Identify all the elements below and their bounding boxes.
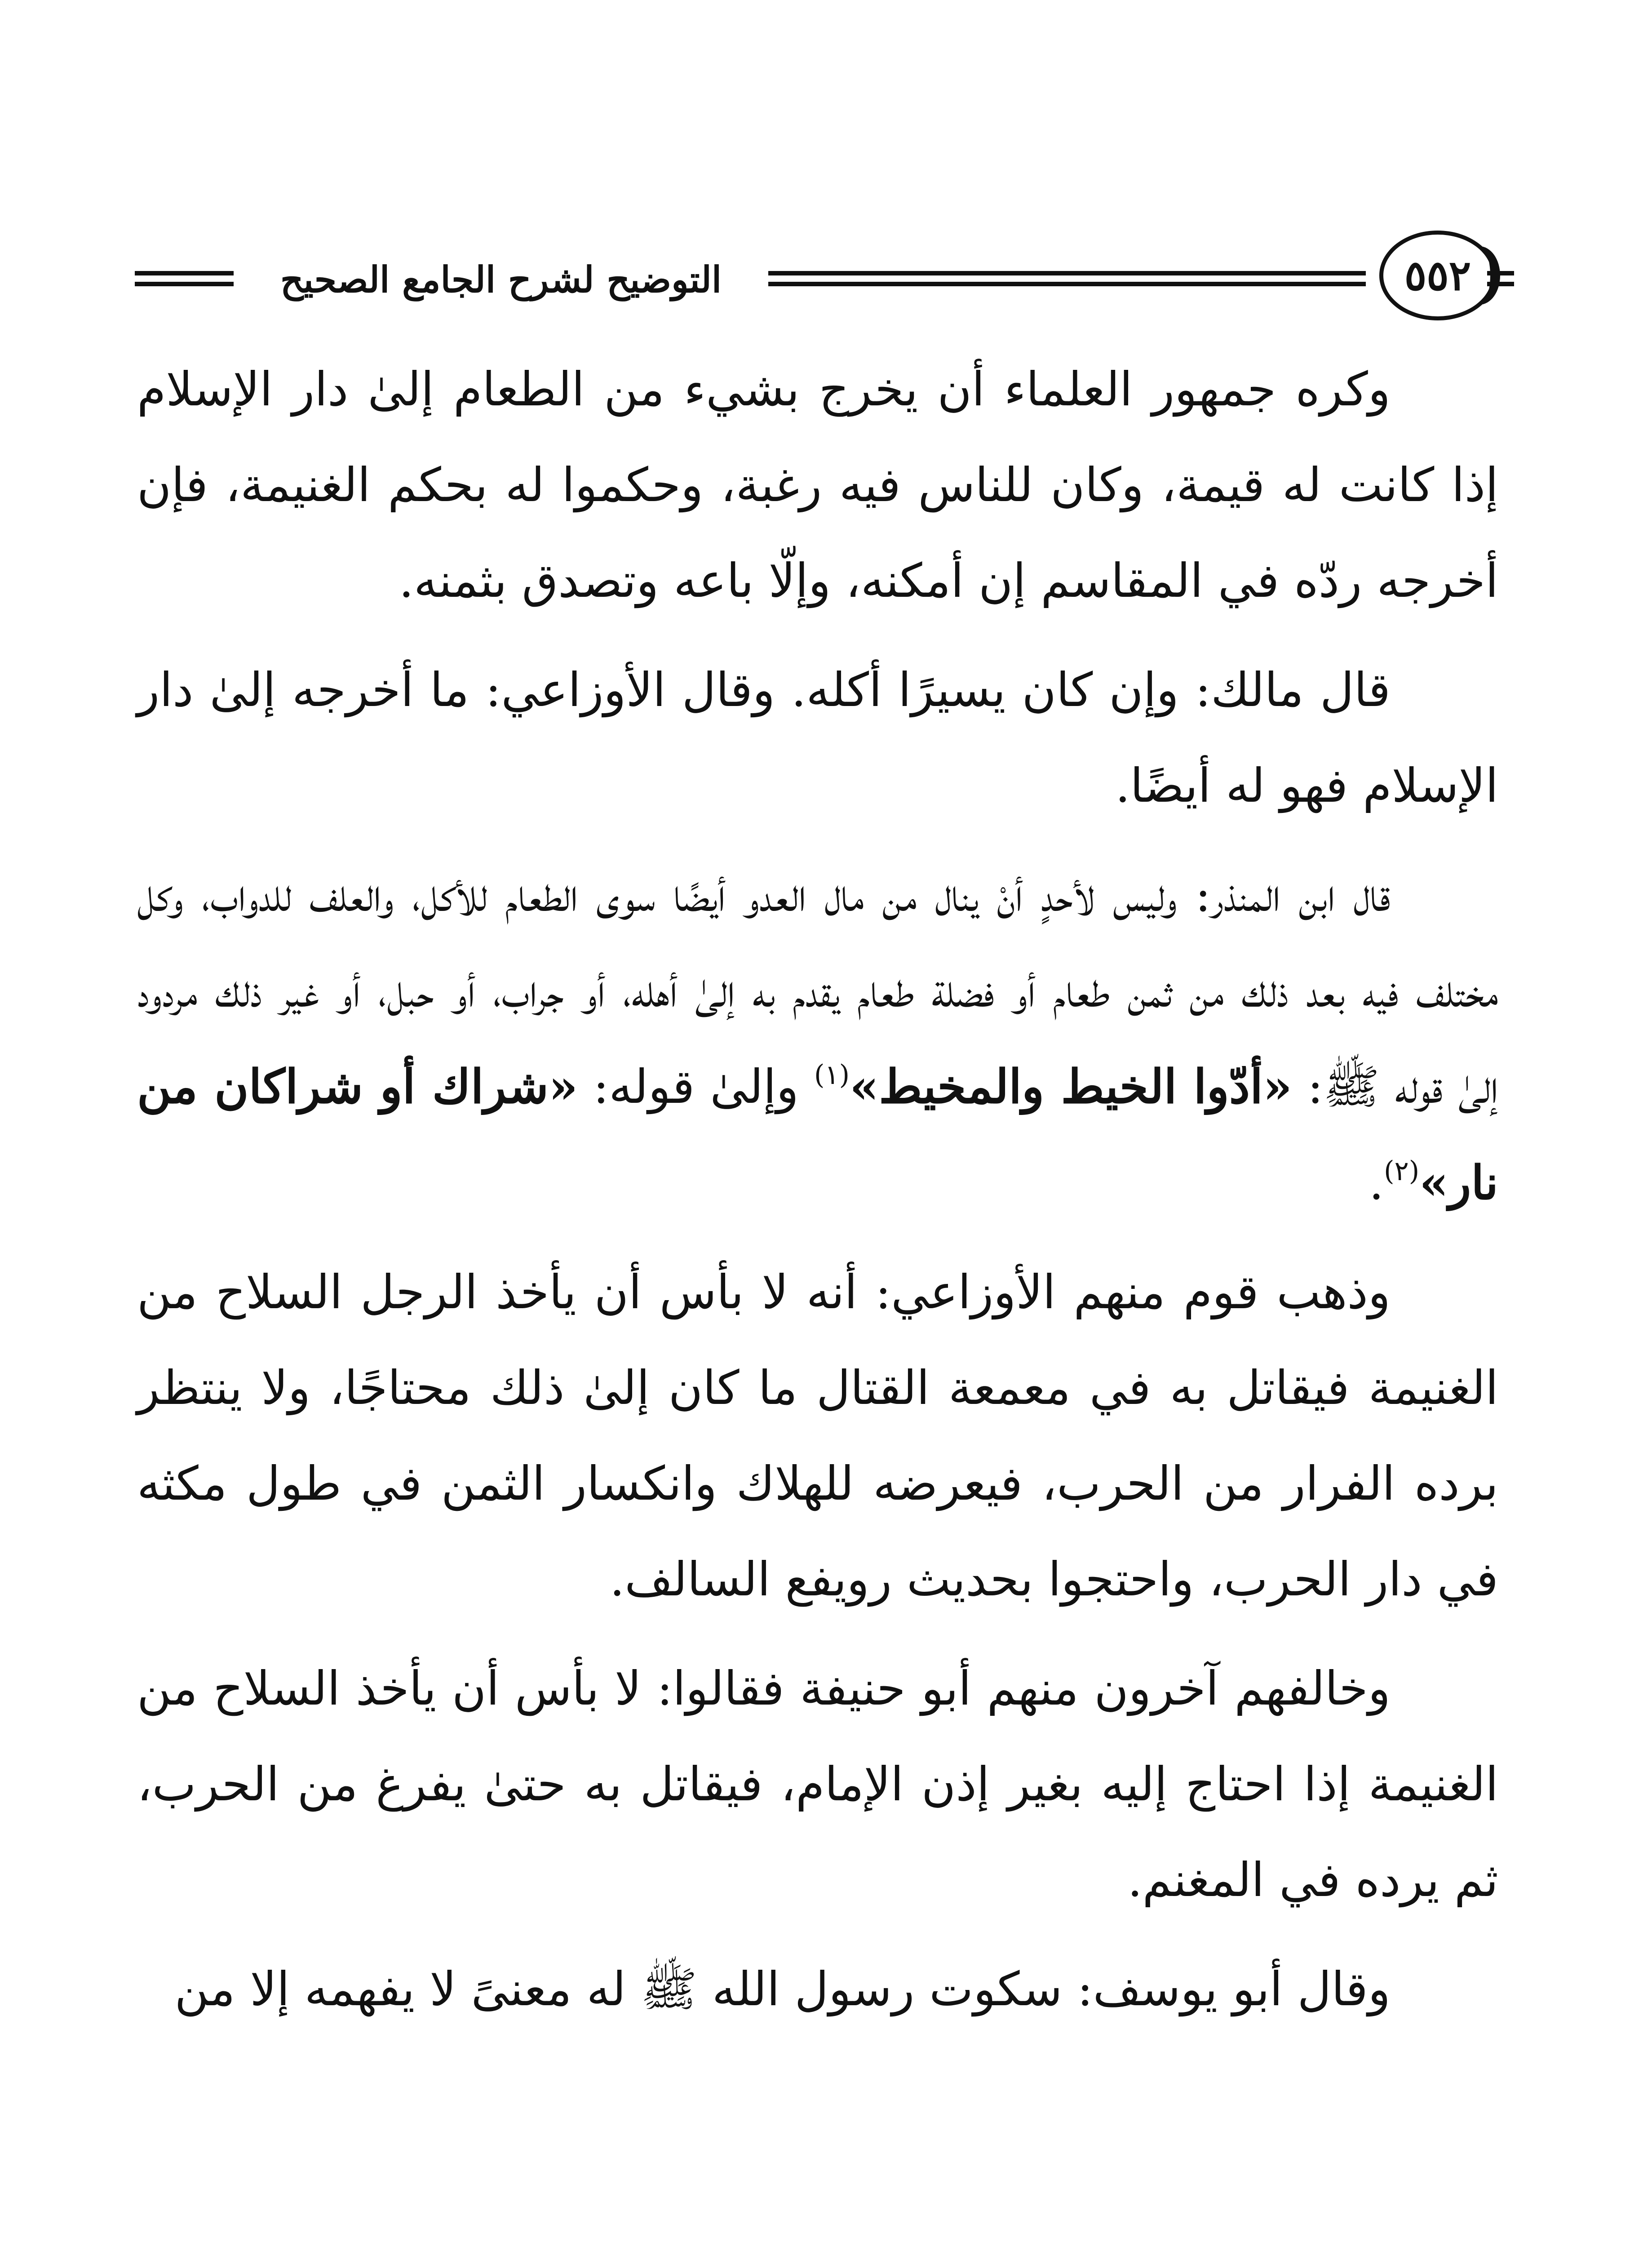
header-rule-middle [768,271,1366,286]
paragraph-text: قال ابن المنذر: وليس لأحدٍ أنْ ينال من مال العدو أيضًا سوى الطعام للأكل، والعلف للدواب، وكل مختلف فيه بعد ذلك من ثمن طعام أو فضلة طعام يقدم به إلىٰ أهله، أو جراب، أو حبل، أو غير ذلك مردود إلىٰ قوله ﷺ: [137,867,1498,1114]
paragraph: وذهب قوم منهم الأوزاعي: أنه لا بأس أن يأخذ الرجل السلاح من الغنيمة فيقاتل به في معمعة القتال ما كان إلىٰ ذلك محتاجًا، ولا ينتظر برده الفرار من الحرب، فيعرضه للهلاك وانكسار الثمن في طول مكثه في دار الحرب، واحتجوا بحديث رويفع السالف. [137,1265,1498,1607]
main-text [137,342,1498,2051]
paragraph-text: وإلىٰ قوله: [578,1059,814,1114]
hadith-quote: «شراك أو شراكان من نار» [137,1059,1498,1210]
paragraph [137,847,1498,1231]
paragraph-text: . [1369,1155,1384,1210]
page-number-badge [1379,231,1496,320]
footnote-ref: (١) [814,1059,850,1091]
paragraph: وخالفهم آخرون منهم أبو حنيفة فقالوا: لا بأس أن يأخذ السلاح من الغنيمة إذا احتاج إليه بغير إذن الإمام، فيقاتل به حتىٰ يفرغ من الحرب، ثم يرده في المغنم. [137,1661,1498,1907]
paragraph: وكره جمهور العلماء أن يخرج بشيء من الطعام إلىٰ دار الإسلام إذا كانت له قيمة، وكان للناس فيه رغبة، وحكموا له بحكم الغنيمة، فإن أخرجه ردّه في المقاسم إن أمكنه، وإلّا باعه وتصدق بثمنه. [137,362,1498,608]
header-rule-right [1487,271,1514,286]
header-rule-left [135,271,234,286]
footnote-ref: (٢) [1384,1155,1420,1187]
hadith-quote: «أدّوا الخيط والمخيط» [850,1059,1293,1114]
page-number: ٥٥٢ [1404,251,1471,300]
paragraph: وقال أبو يوسف: سكوت رسول الله ﷺ له معنىً لا يفهمه إلا من [174,1962,1391,2016]
paragraph: قال مالك: وإن كان يسيرًا أكله. وقال الأوزاعي: ما أخرجه إلىٰ دار الإسلام فهو له أيضًا. [137,662,1498,813]
running-title: التوضيح لشرح الجامع الصحيح [280,258,722,301]
page-header [135,227,1501,330]
